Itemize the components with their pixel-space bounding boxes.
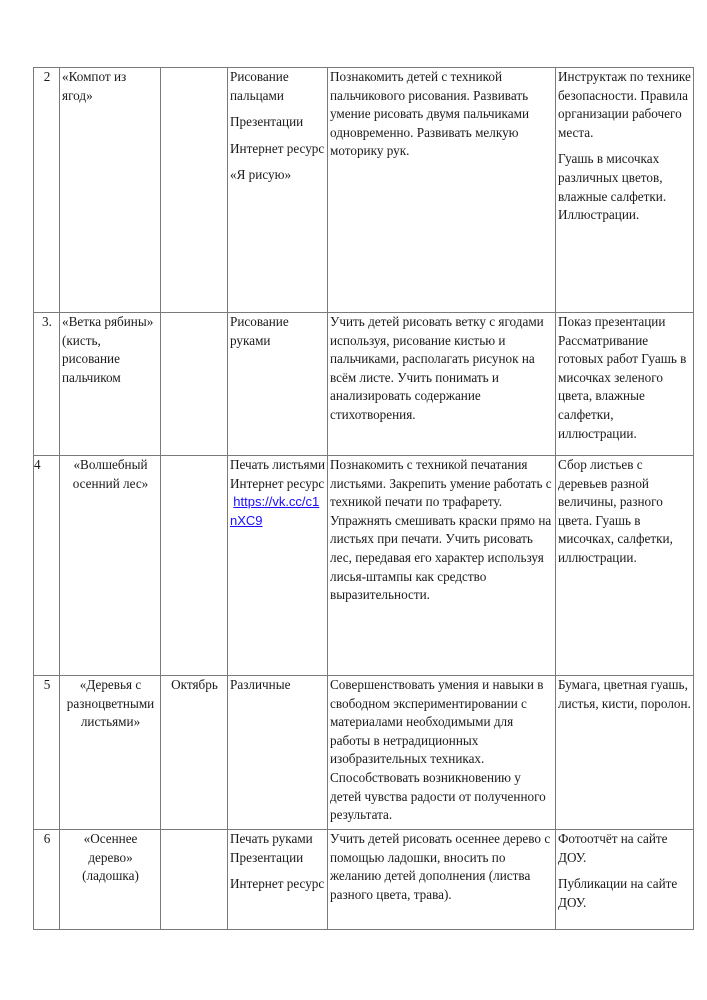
lesson-title [60,456,161,676]
table-row [34,456,694,676]
lesson-plan-table [33,67,694,930]
materials-cell [556,456,694,676]
technique-cell [228,313,328,456]
materials-line: Публикации на сайте ДОУ. [558,876,678,910]
technique-line: Презентации [230,114,304,130]
table-row [34,830,694,930]
technique-line: Интернет ресурс [230,876,325,892]
materials-cell [556,313,694,456]
lesson-title-text: «Ветка рябины» (кисть, рисование пальчиком [62,314,154,385]
materials-line: Сбор листьев с деревьев разной величины, разного цвета. Гуашь в мисочках, салфетки, иллюстрации. [558,457,673,565]
technique-line: Интернет ресурс [230,140,325,156]
materials-line: Гуашь в мисочках различных цветов, влажные салфетки. Иллюстрации. [558,151,667,223]
technique-cell [228,676,328,830]
month-cell [161,68,228,313]
month-cell [161,313,228,456]
technique-line: Печать руками Презентации [230,831,313,865]
resource-link[interactable]: https://vk.cc/c1 [233,494,320,510]
materials-line: Показ презентации Рассматривание готовых работ Гуашь в мисочках зеленого цвета, влажные салфетки, иллюстрации. [558,314,687,441]
materials-line: Инструктаж по технике безопасности. Правила организации рабочего места. [558,69,691,140]
technique-cell [228,456,328,676]
lesson-plan-body [34,68,694,930]
month-cell: Октябрь [161,676,228,830]
lesson-title-text: «Волшебный осенний лес» [72,457,149,491]
table-row [34,313,694,456]
row-number: 3. [34,313,60,456]
technique-line: Печать листьями Интернет ресурс [230,457,326,491]
technique-line: Различные [230,677,291,692]
materials-cell [556,676,694,830]
lesson-title-text: «Компот из ягод» [62,69,127,103]
lesson-title [60,676,161,830]
lesson-title [60,830,161,930]
goals-cell: Учить детей рисовать осеннее дерево с помощью ладошки, вносить по желанию детей дополнения (листва разного цвета, трава). [328,830,556,930]
goals-cell: Познакомить с техникой печатания листьями. Закрепить умение работать с техникой печати по трафарету. Упражнять смешивать краски прямо на листьях при печати. Учить рисовать лес, передавая его характер используя лисья-штампы как средство выразительности. [328,456,556,676]
goals-cell: Совершенствовать умения и навыки в свободном экспериментировании с материалами необходимыми для работы в нетрадиционных изобразительных техниках. Способствовать возникновению у детей чувства радости от полученного результата. [328,676,556,830]
technique-line: Рисование руками [230,314,289,348]
month-cell [161,456,228,676]
materials-cell [556,68,694,313]
goals-cell: Учить детей рисовать ветку с ягодами используя, рисование кистью и пальчиками, располагать рисунок на всём листе. Учить понимать и анализировать содержание стихотворения. [328,313,556,456]
goals-cell: Познакомить детей с техникой пальчикового рисования. Развивать умение рисовать двумя пальчиками одновременно. Развивать мелкую моторику рук. [328,68,556,313]
table-row [34,68,694,313]
row-number: 5 [34,676,60,830]
lesson-title [60,68,161,313]
materials-cell [556,830,694,930]
resource-link-wrap [230,493,326,530]
technique-cell [228,68,328,313]
technique-cell [228,830,328,930]
row-number: 2 [34,68,60,313]
month-cell [161,830,228,930]
row-number: 4 [34,456,60,676]
table-row [34,676,694,830]
materials-line: Бумага, цветная гуашь, листья, кисти, поролон. [558,677,691,711]
technique-line: «Я рисую» [230,167,292,183]
materials-line: Фотоотчёт на сайте ДОУ. [558,831,668,865]
lesson-title-text: «Деревья с разноцветными листьями» [66,677,155,730]
row-number: 6 [34,830,60,930]
lesson-title [60,313,161,456]
resource-link-tail[interactable]: nXC9 [230,512,263,528]
technique-line: Рисование пальцами [230,69,289,103]
lesson-title-text: «Осеннее дерево» (ладошка) [82,831,139,884]
